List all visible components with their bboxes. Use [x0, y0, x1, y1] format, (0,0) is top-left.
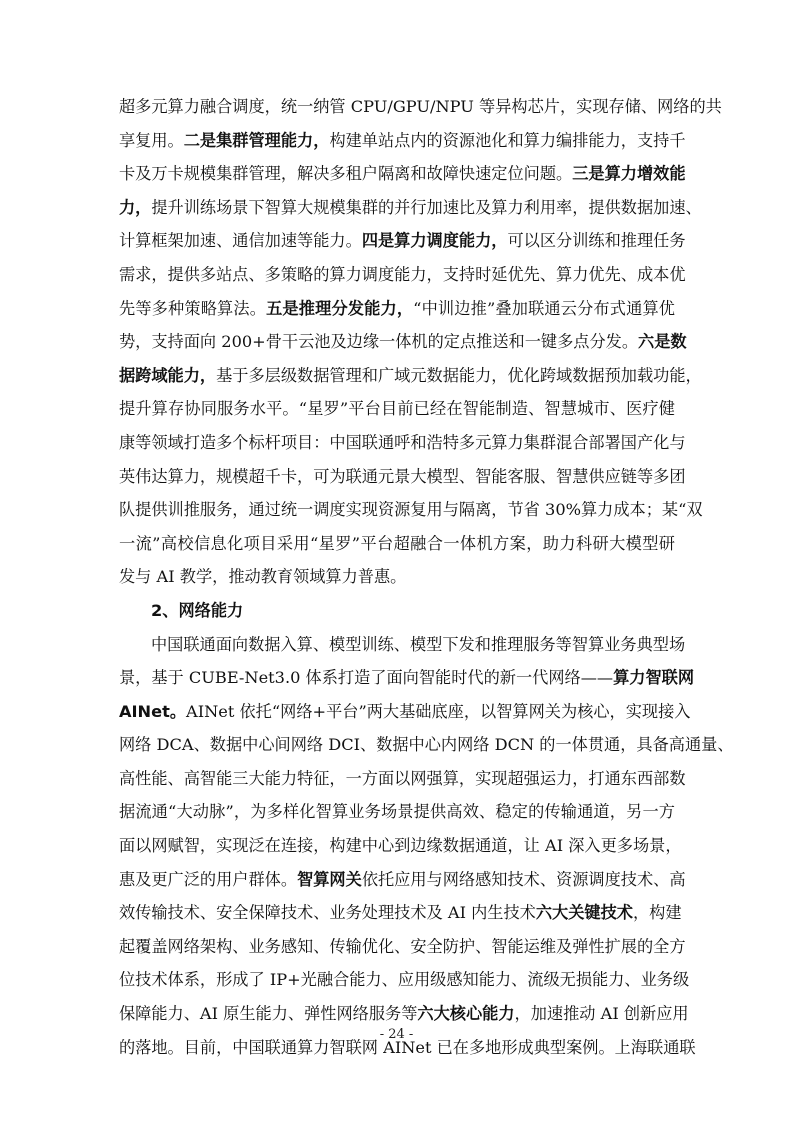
text-run: ，加速推动 AI 创新应用 — [514, 1004, 689, 1024]
text-run: 景，基于 CUBE-Net3.0 体系打造了面向智能时代的新一代网络—— — [119, 668, 614, 688]
text-line — [119, 191, 702, 225]
text-line — [119, 628, 686, 662]
text-line — [119, 258, 686, 292]
document-body — [119, 90, 734, 1064]
text-run: 享复用。 — [119, 130, 184, 150]
text-run: AINet 依托“网络+平台”两大基础底座，以智算网关为核心，实现接入 — [186, 701, 691, 721]
text-run: 据流通“大动脉”，为多样化智算业务场景提供高效、稳定的传输通道，另一方 — [119, 802, 675, 822]
text-run: 卡及万卡规模集群管理，解决多租户隔离和故障快速定位问题。 — [119, 164, 573, 184]
text-run: 依托应用与网络感知技术、资源调度技术、高 — [361, 869, 686, 889]
text-line — [119, 460, 686, 494]
text-run: 计算框架加速、通信加速等能力。 — [119, 231, 362, 251]
text-line — [119, 90, 722, 124]
text-line — [119, 829, 682, 863]
emphasis-compute-efficiency: 三是算力增效能 — [572, 164, 686, 184]
text-run: 超多元算力融合调度，统一纳管 CPU/GPU/NPU 等异构芯片，实现存储、网络的共 — [119, 97, 722, 116]
text-run: 惠及更广泛的用户群体。 — [119, 869, 298, 889]
text-run: 保障能力、AI 原生能力、弹性网络服务等 — [119, 1004, 418, 1024]
emphasis-six-key-technologies: 六大关键技术 — [535, 903, 633, 923]
text-run: 起覆盖网络架构、业务感知、传输优化、安全防护、智能运维及弹性扩展的全方 — [119, 936, 686, 956]
text-run: 中国联通面向数据入算、模型训练、模型下发和推理服务等智算业务典型场 — [151, 634, 686, 654]
text-line — [119, 426, 686, 460]
text-run: ，构建 — [633, 903, 682, 923]
text-run: 高性能、高智能三大能力特征，一方面以网强算，实现超强运力，打通东西部数 — [119, 768, 686, 788]
text-run: 面以网赋智，实现泛在连接，构建中心到边缘数据通道，让 AI 深入更多场景， — [119, 836, 682, 856]
emphasis-cross-domain-data-end: 据跨域能力， — [119, 365, 217, 385]
text-line — [119, 863, 686, 897]
text-run: 需求，提供多站点、多策略的算力调度能力，支持时延优先、算力优先、成本优 — [119, 264, 686, 284]
emphasis-six-core-capabilities: 六大核心能力 — [417, 1004, 515, 1024]
text-run: 效传输技术、安全保障技术、业务处理技术及 AI 内生技术 — [119, 903, 536, 923]
text-line — [119, 795, 675, 829]
text-run: 队提供训推服务，通过统一调度实现资源复用与隔离，节省 30%算力成本；某“双 — [119, 500, 703, 520]
text-line — [119, 896, 682, 930]
text-run: 构建单站点内的资源池化和算力编排能力，支持千 — [329, 130, 686, 150]
text-run: 康等领域打造多个标杆项目：中国联通呼和浩特多元算力集群混合部署国产化与 — [119, 432, 686, 452]
text-run: 网络 DCA、数据中心间网络 DCI、数据中心内网络 DCN 的一体贯通，具备高通量、 — [119, 735, 734, 755]
text-line — [119, 527, 675, 561]
text-line — [119, 224, 686, 258]
emphasis-smart-gateway: 智算网关 — [297, 869, 362, 889]
text-line — [119, 695, 691, 729]
text-line — [119, 963, 690, 997]
text-run: 先等多种策略算法。 — [119, 298, 267, 318]
text-line — [119, 124, 686, 158]
text-run: 势，支持面向 200+骨干云池及边缘一体机的定点推送和一键多点分发。 — [119, 332, 639, 352]
text-run: 提升算存协同服务水平。“星罗”平台目前已经在智能制造、智慧城市、医疗健 — [119, 399, 675, 419]
emphasis-ainet-label: AINet。 — [119, 701, 187, 721]
text-run: 英伟达算力，规模超千卡，可为联通元景大模型、智能客服、智慧供应链等多团 — [119, 466, 686, 486]
text-line — [119, 493, 703, 527]
text-line — [119, 997, 689, 1031]
text-run: 提升训练场景下智算大规模集群的并行加速比及算力利用率，提供数据加速、 — [151, 197, 702, 217]
text-run: 位技术体系，形成了 IP+光融合能力、应用级感知能力、流级无损能力、业务级 — [119, 970, 690, 990]
emphasis-compute-efficiency-end: 力， — [119, 197, 152, 217]
paragraph-compute-capabilities — [119, 90, 722, 594]
text-run: 一流”高校信息化项目采用“星罗”平台超融合一体机方案，助力科研大模型研 — [119, 533, 675, 553]
emphasis-cluster-management: 二是集群管理能力， — [183, 130, 330, 150]
emphasis-compute-scheduling: 四是算力调度能力， — [361, 231, 508, 251]
text-line — [119, 325, 687, 359]
text-line — [119, 560, 675, 594]
text-line — [119, 157, 686, 191]
text-line — [119, 292, 675, 326]
emphasis-cross-domain-data: 六是数 — [638, 332, 687, 352]
text-run: 基于多层级数据管理和广域元数据能力，优化跨域数据预加载功能， — [216, 365, 702, 385]
paragraph-network-capabilities — [119, 628, 734, 1065]
page-number: - 24 - — [379, 1027, 414, 1042]
text-line — [119, 930, 686, 964]
text-line — [119, 762, 686, 796]
text-run: “中训边推”叠加联通云分布式通算优 — [413, 298, 675, 318]
text-run: 可以区分训练和推理任务 — [507, 231, 686, 251]
text-run: 的落地。目前，中国联通算力智联网 AINet 已在多地形成典型案例。上海联通联 — [119, 1037, 696, 1057]
text-line — [119, 359, 702, 393]
text-run: 发与 AI 教学，推动教育领域算力普惠。 — [119, 567, 407, 587]
text-line — [119, 661, 695, 695]
section-heading: 2、网络能力 — [151, 600, 244, 620]
emphasis-inference-distribution: 五是推理分发能力， — [266, 298, 414, 318]
text-line — [119, 392, 675, 426]
emphasis-ainet-name: 算力智联网 — [613, 668, 695, 688]
text-line — [119, 728, 734, 762]
